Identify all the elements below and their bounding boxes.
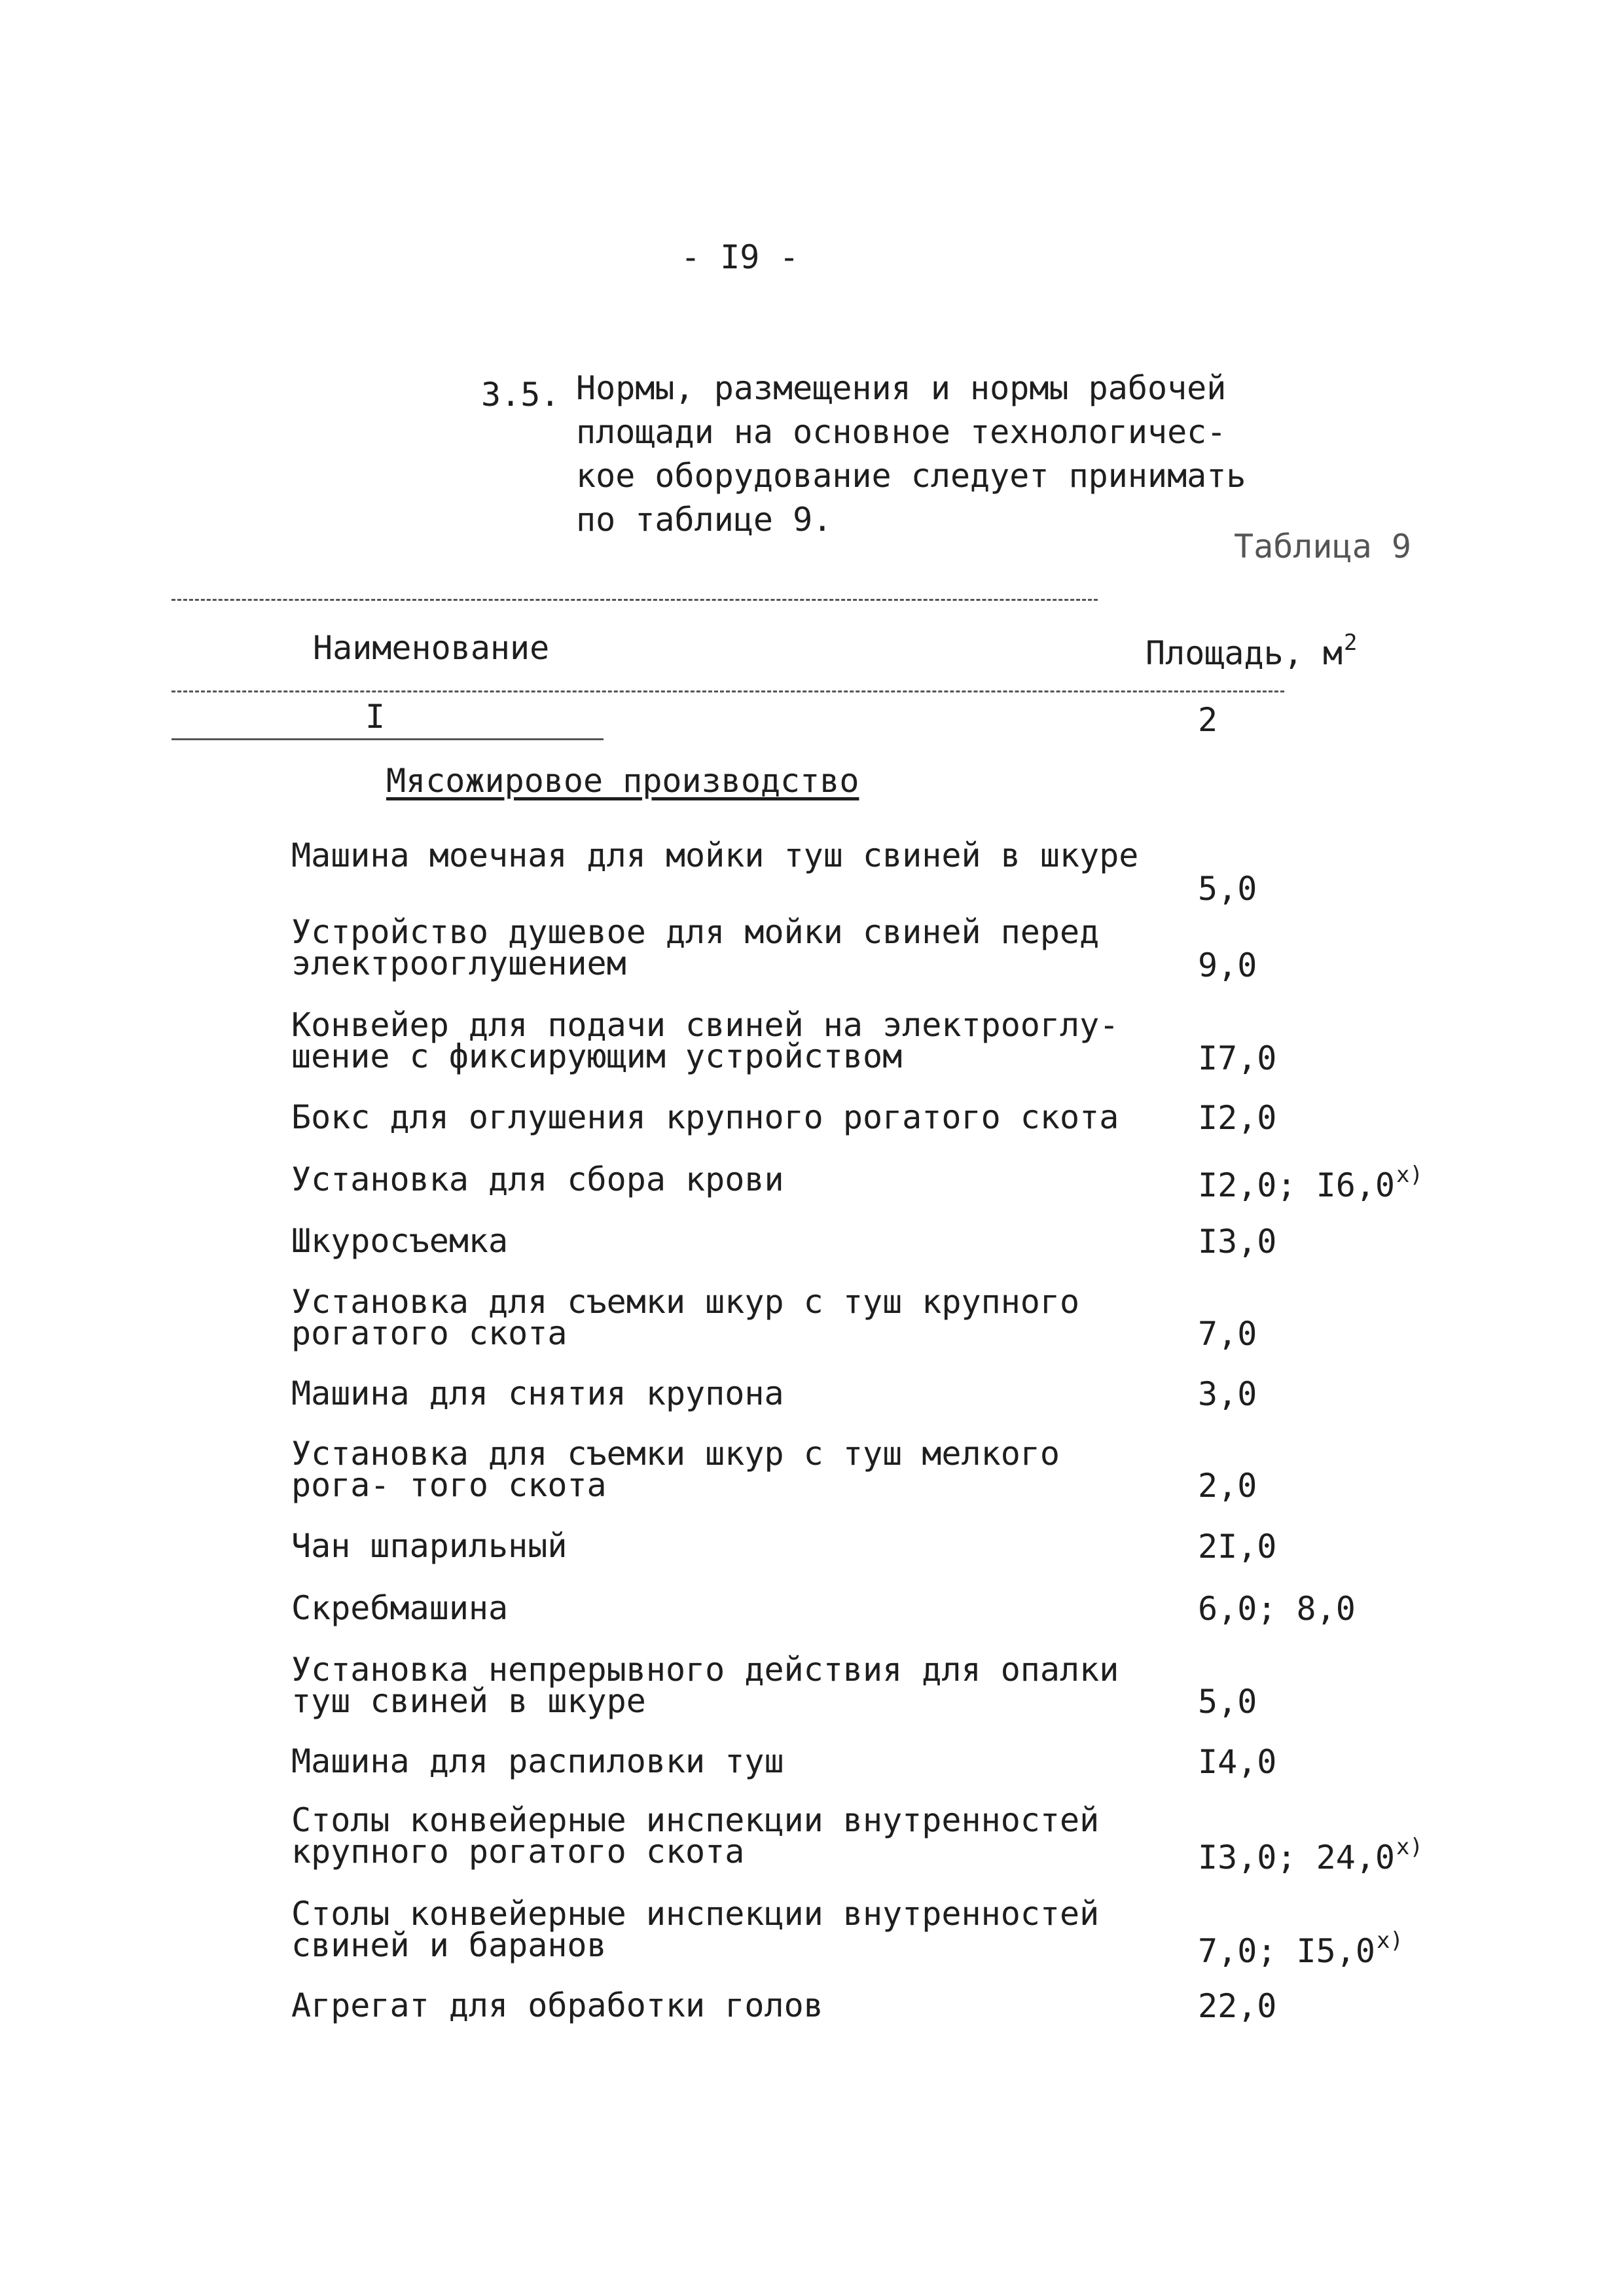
table-row-name: Установка непрерывного действия для опалки туш свиней в шкуре (291, 1651, 1119, 1720)
table-row-value: I7,0 (1198, 1039, 1277, 1077)
table-row-name: Установка для сбора крови (291, 1160, 784, 1198)
column-number-rule (171, 738, 604, 740)
table-row-name: Машина для распиловки туш (291, 1742, 784, 1780)
table-row-name: Бокс для оглушения крупного рогатого скота (291, 1098, 1119, 1136)
table-row-value (1198, 1928, 1403, 1970)
table-row-value-text: I2,0; I6,0 (1198, 1166, 1396, 1204)
table-row-name: Установка для съемки шкур с туш мелкого рога- того скота (291, 1435, 1060, 1504)
table-row-value: I2,0 (1198, 1099, 1277, 1137)
column-header-name: Наименование (313, 629, 550, 667)
table-top-rule (171, 599, 1098, 601)
table-row-name: Устройство душевое для мойки свиней перед электрооглушением (291, 913, 1100, 982)
table-row-value: 9,0 (1198, 946, 1257, 984)
table-row-value: 7,0 (1198, 1315, 1257, 1353)
clause-number: 3.5. (481, 376, 560, 414)
table-row-value: 6,0; 8,0 (1198, 1590, 1356, 1628)
footnote-mark: x) (1396, 1834, 1423, 1860)
table-row-name: Машина для снятия крупона (291, 1374, 784, 1412)
table-row-value: 22,0 (1198, 1987, 1277, 2025)
clause-text (576, 367, 1246, 542)
table-row-value-text: I3,0; 24,0 (1198, 1839, 1396, 1876)
table-caption: Таблица 9 (1234, 528, 1411, 565)
table-row-name: Конвейер для подачи свиней на электрооглу- шение с фиксирующим устройством (291, 1006, 1119, 1075)
page-number: - I9 - (681, 238, 799, 276)
table-row-value: I3,0 (1198, 1223, 1277, 1261)
table-row-value-text: 7,0; I5,0 (1198, 1932, 1375, 1970)
column-header-area (1146, 632, 1358, 670)
table-row-value (1198, 1164, 1423, 1202)
table-row-name: Машина моечная для мойки туш свиней в шкуре (291, 836, 1139, 874)
table-row-value (1198, 1836, 1423, 1874)
table-row-name: Шкуросъемка (291, 1222, 509, 1260)
table-row-value: 2I,0 (1198, 1528, 1277, 1566)
table-row-value: 5,0 (1198, 870, 1257, 908)
table-row-name: Скребмашина (291, 1589, 509, 1627)
table-row-name: Агрегат для обработки голов (291, 1986, 823, 2024)
clause-line: кое оборудование следует принимать (576, 457, 1246, 495)
table-row-name: Столы конвейерные инспекции внутренностей свиней и баранов (291, 1895, 1100, 1964)
column-header-area-label: Площадь, м (1146, 634, 1343, 672)
column-number-1: I (365, 698, 386, 736)
footnote-mark: x) (1396, 1162, 1423, 1188)
clause-line: площади на основное технологичес- (576, 413, 1227, 451)
unit-superscript: 2 (1344, 630, 1358, 656)
footnote-mark: x) (1376, 1928, 1403, 1954)
table-row-value: 2,0 (1198, 1467, 1257, 1505)
clause-line: по таблице 9. (576, 501, 833, 539)
clause-line: Нормы, размещения и нормы рабочей (576, 369, 1227, 407)
header-rule (171, 691, 1284, 692)
table-row-value: 5,0 (1198, 1683, 1257, 1721)
table-row-name: Чан шпарильный (291, 1527, 568, 1565)
table-row-name: Столы конвейерные инспекции внутренностей крупного рогатого скота (291, 1801, 1100, 1871)
section-title: Мясожировое производство (386, 762, 859, 800)
table-row-value: 3,0 (1198, 1375, 1257, 1413)
table-row-name: Установка для съемки шкур с туш крупного рогатого скота (291, 1283, 1080, 1352)
column-number-2: 2 (1198, 701, 1218, 739)
table-row-value: I4,0 (1198, 1743, 1277, 1781)
